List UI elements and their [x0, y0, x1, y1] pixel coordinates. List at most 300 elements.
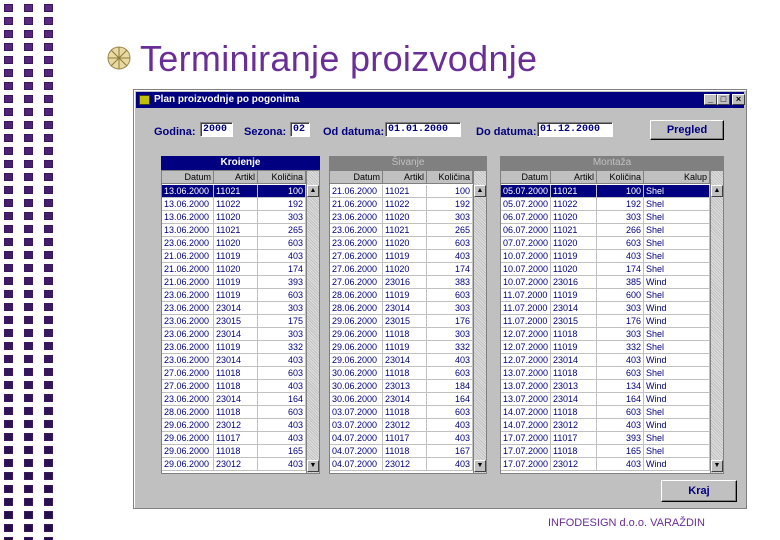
close-button[interactable]: × [732, 94, 745, 105]
table-cell: 603 [427, 406, 473, 419]
grid-cell [2, 2, 15, 14]
grid-cell [42, 106, 55, 118]
table-cell: 332 [258, 341, 306, 354]
table-cell: Shel [644, 250, 710, 263]
grid-cell [22, 431, 35, 443]
table-row[interactable] [501, 289, 710, 302]
scroll-up-icon[interactable]: ▲ [711, 185, 723, 197]
table-row[interactable] [330, 458, 473, 471]
table-cell: 27.06.2000 [330, 263, 383, 276]
table-cell: 403 [427, 354, 473, 367]
grid-cell [2, 392, 15, 404]
table-cell: 11020 [383, 237, 427, 250]
table-cell: 303 [427, 211, 473, 224]
table-cell: 23.06.2000 [162, 237, 214, 250]
grid-cell [42, 509, 55, 521]
table-row[interactable] [330, 341, 473, 354]
table-cell: 403 [597, 354, 644, 367]
maximize-button[interactable]: □ [717, 94, 730, 105]
table-row[interactable] [330, 328, 473, 341]
table-cell: 27.06.2000 [162, 367, 214, 380]
godina-field[interactable]: 2000 [200, 122, 233, 137]
grid-cell [42, 80, 55, 92]
grid-cell [2, 431, 15, 443]
app-window [133, 89, 747, 509]
table-cell: 332 [597, 341, 644, 354]
table-cell: 100 [427, 185, 473, 198]
table-cell: 11018 [383, 445, 427, 458]
grid-cell [42, 314, 55, 326]
table-cell: 176 [597, 315, 644, 328]
table-cell: 603 [258, 367, 306, 380]
grid-cell [42, 457, 55, 469]
table-cell: 23.06.2000 [162, 393, 214, 406]
table-row[interactable] [330, 211, 473, 224]
grid-cell [2, 145, 15, 157]
table-cell: 04.07.2000 [330, 445, 383, 458]
table-row[interactable] [162, 198, 306, 211]
table-cell: 303 [258, 211, 306, 224]
grid-cell [42, 340, 55, 352]
grid-cell [2, 132, 15, 144]
table-row[interactable] [501, 328, 710, 341]
table-row[interactable] [162, 432, 306, 445]
table-row[interactable] [501, 302, 710, 315]
table-cell: 21.06.2000 [330, 198, 383, 211]
minimize-button[interactable]: _ [704, 94, 717, 105]
table-row[interactable] [162, 380, 306, 393]
grid-cell [22, 28, 35, 40]
table-cell: Shel [644, 198, 710, 211]
column-header[interactable]: Artikl [551, 171, 597, 184]
table-cell: 29.06.2000 [162, 432, 214, 445]
table-row[interactable] [162, 406, 306, 419]
grid-cell [22, 54, 35, 66]
table-row[interactable] [501, 250, 710, 263]
table-row[interactable] [162, 445, 306, 458]
table-cell: 23014 [551, 354, 597, 367]
table-cell: 13.06.2000 [162, 198, 214, 211]
table-row[interactable] [162, 263, 306, 276]
table-cell: 403 [597, 419, 644, 432]
grid-cell [22, 444, 35, 456]
table-cell: 11019 [214, 276, 258, 289]
scroll-up-icon[interactable]: ▲ [474, 185, 486, 197]
table-cell: 11020 [551, 237, 597, 250]
kroienje-panel [161, 156, 320, 468]
table-cell: 11019 [214, 250, 258, 263]
table-cell: 11020 [383, 211, 427, 224]
table-row[interactable] [330, 250, 473, 263]
grid-cell [42, 301, 55, 313]
table-cell: 23012 [214, 458, 258, 471]
table-row[interactable] [330, 185, 473, 198]
table-row[interactable] [330, 315, 473, 328]
grid-cell [22, 119, 35, 131]
table-cell: 23016 [383, 276, 427, 289]
table-cell: 11021 [551, 224, 597, 237]
column-header[interactable]: Datum [501, 171, 551, 184]
grid-cell [22, 2, 35, 14]
table-cell: 11020 [214, 237, 258, 250]
grid-cell [42, 171, 55, 183]
table-cell: 12.07.2000 [501, 328, 551, 341]
table-cell: 23014 [214, 393, 258, 406]
montaza-table[interactable] [500, 170, 724, 474]
table-row[interactable] [330, 406, 473, 419]
table-cell: 29.06.2000 [162, 419, 214, 432]
table-cell: 23015 [551, 315, 597, 328]
table-cell: 10.07.2000 [501, 276, 551, 289]
table-cell: 27.06.2000 [162, 380, 214, 393]
table-row[interactable] [330, 445, 473, 458]
table-cell: 05.07.2000 [501, 198, 551, 211]
table-cell: 11019 [551, 250, 597, 263]
do-datuma-field[interactable]: 01.12.2000 [537, 122, 613, 137]
table-cell: 21.06.2000 [162, 276, 214, 289]
table-cell: Wind [644, 380, 710, 393]
table-row[interactable] [162, 328, 306, 341]
table-row[interactable] [162, 250, 306, 263]
grid-cell [22, 15, 35, 27]
kraj-button[interactable]: Kraj [661, 480, 737, 502]
grid-cell [2, 275, 15, 287]
table-cell: 303 [597, 211, 644, 224]
table-cell: 303 [427, 328, 473, 341]
table-row[interactable] [501, 458, 710, 471]
table-row[interactable] [330, 393, 473, 406]
od-datuma-field[interactable]: 01.01.2000 [385, 122, 461, 137]
table-cell: Shel [644, 432, 710, 445]
table-row[interactable] [501, 315, 710, 328]
table-cell: 393 [597, 432, 644, 445]
grid-cell [22, 197, 35, 209]
table-cell: 23016 [551, 276, 597, 289]
table-cell: 11018 [551, 406, 597, 419]
table-cell: 11022 [214, 198, 258, 211]
table-row[interactable] [501, 341, 710, 354]
table-cell: 403 [597, 458, 644, 471]
grid-cell [22, 405, 35, 417]
table-cell: 23012 [214, 419, 258, 432]
table-cell: 303 [427, 302, 473, 315]
table-row[interactable] [330, 289, 473, 302]
table-cell: 13.06.2000 [162, 211, 214, 224]
grid-cell [22, 522, 35, 534]
table-cell: Shel [644, 211, 710, 224]
grid-cell [2, 327, 15, 339]
table-cell: 03.07.2000 [330, 419, 383, 432]
column-header[interactable]: Artikl [214, 171, 258, 184]
table-cell: 603 [427, 237, 473, 250]
table-cell: 11019 [383, 341, 427, 354]
kroienje-header: Kroienje [161, 156, 320, 170]
table-cell: Shel [644, 224, 710, 237]
table-row[interactable] [501, 263, 710, 276]
table-cell: 04.07.2000 [330, 432, 383, 445]
table-row[interactable] [501, 276, 710, 289]
table-cell: 600 [597, 289, 644, 302]
table-row[interactable] [501, 432, 710, 445]
table-row[interactable] [330, 224, 473, 237]
table-cell: 21.06.2000 [162, 250, 214, 263]
table-cell: 11020 [214, 263, 258, 276]
scroll-down-icon[interactable]: ▼ [307, 460, 319, 472]
kroienje-table[interactable] [161, 170, 320, 474]
column-header[interactable]: Datum [162, 171, 214, 184]
table-cell: 17.07.2000 [501, 445, 551, 458]
table-cell: Wind [644, 276, 710, 289]
table-row[interactable] [501, 367, 710, 380]
table-row[interactable] [330, 263, 473, 276]
table-cell: 23014 [551, 393, 597, 406]
table-row[interactable] [330, 380, 473, 393]
table-cell: 11021 [214, 185, 258, 198]
grid-cell [42, 366, 55, 378]
table-cell: 11018 [551, 328, 597, 341]
table-cell: 11019 [214, 341, 258, 354]
montaza-scrollbar[interactable] [710, 171, 723, 473]
decorative-grid [0, 0, 62, 540]
scroll-down-icon[interactable]: ▼ [711, 460, 723, 472]
table-cell: 23014 [383, 302, 427, 315]
grid-cell [42, 223, 55, 235]
table-cell: 23013 [383, 380, 427, 393]
grid-cell [22, 80, 35, 92]
grid-cell [42, 327, 55, 339]
scroll-down-icon[interactable]: ▼ [474, 460, 486, 472]
scroll-up-icon[interactable]: ▲ [307, 185, 319, 197]
grid-cell [42, 522, 55, 534]
grid-cell [42, 184, 55, 196]
table-cell: 23014 [214, 302, 258, 315]
table-cell: 05.07.2000 [501, 185, 551, 198]
table-cell: 265 [258, 224, 306, 237]
grid-cell [42, 93, 55, 105]
table-row[interactable] [162, 458, 306, 471]
table-row[interactable] [162, 315, 306, 328]
table-cell: 27.06.2000 [330, 250, 383, 263]
table-cell: 403 [258, 250, 306, 263]
grid-cell [2, 158, 15, 170]
grid-cell [2, 353, 15, 365]
table-cell: 167 [427, 445, 473, 458]
table-cell: 17.07.2000 [501, 458, 551, 471]
grid-cell [22, 67, 35, 79]
table-row[interactable] [501, 185, 710, 198]
grid-cell [22, 262, 35, 274]
table-row[interactable] [501, 211, 710, 224]
table-cell: 603 [258, 237, 306, 250]
table-row[interactable] [501, 354, 710, 367]
grid-cell [22, 158, 35, 170]
grid-cell [2, 535, 15, 540]
table-cell: 11020 [214, 211, 258, 224]
window-title: Plan proizvodnje po pogonima [154, 94, 300, 105]
window-titlebar[interactable] [136, 92, 744, 108]
grid-cell [42, 67, 55, 79]
table-row[interactable] [330, 419, 473, 432]
column-header[interactable]: Datum [330, 171, 383, 184]
table-cell: 23.06.2000 [330, 211, 383, 224]
grid-cell [2, 288, 15, 300]
grid-cell [22, 106, 35, 118]
table-cell: 06.07.2000 [501, 224, 551, 237]
table-cell: 192 [597, 198, 644, 211]
table-cell: 11018 [383, 367, 427, 380]
table-cell: 11019 [551, 289, 597, 302]
grid-cell [22, 301, 35, 313]
column-header[interactable]: Količina [258, 171, 306, 184]
table-cell: 29.06.2000 [162, 458, 214, 471]
sivanje-panel [329, 156, 487, 468]
table-row[interactable] [330, 237, 473, 250]
table-cell: 03.07.2000 [330, 406, 383, 419]
table-row[interactable] [330, 354, 473, 367]
table-row[interactable] [162, 276, 306, 289]
kroienje-scrollbar[interactable] [306, 171, 319, 473]
table-cell: 07.07.2000 [501, 237, 551, 250]
table-cell: 11019 [383, 250, 427, 263]
grid-cell [22, 392, 35, 404]
table-row[interactable] [501, 224, 710, 237]
table-cell: 603 [427, 367, 473, 380]
table-row[interactable] [501, 445, 710, 458]
table-cell: 11020 [551, 211, 597, 224]
table-cell: Wind [644, 458, 710, 471]
table-cell: 23.06.2000 [162, 315, 214, 328]
table-cell: 603 [597, 367, 644, 380]
grid-cell [22, 314, 35, 326]
table-cell: Shel [644, 341, 710, 354]
table-cell: 13.07.2000 [501, 393, 551, 406]
grid-cell [42, 353, 55, 365]
sivanje-header: Šivanje [329, 156, 487, 170]
table-cell: 176 [427, 315, 473, 328]
grid-cell [42, 418, 55, 430]
table-row[interactable] [330, 367, 473, 380]
sezona-field[interactable]: 02 [290, 122, 310, 137]
table-row[interactable] [162, 237, 306, 250]
table-cell: 403 [258, 419, 306, 432]
table-row[interactable] [162, 367, 306, 380]
table-cell: 13.06.2000 [162, 224, 214, 237]
table-row[interactable] [162, 185, 306, 198]
pregled-button[interactable]: Pregled [650, 120, 724, 140]
grid-cell [2, 379, 15, 391]
table-cell: 403 [258, 432, 306, 445]
table-row[interactable] [162, 211, 306, 224]
sivanje-scrollbar[interactable] [473, 171, 486, 473]
table-row[interactable] [501, 406, 710, 419]
grid-cell [2, 80, 15, 92]
table-cell: 12.07.2000 [501, 354, 551, 367]
table-row[interactable] [501, 419, 710, 432]
table-row[interactable] [162, 224, 306, 237]
table-cell: Shel [644, 289, 710, 302]
table-cell: 23013 [551, 380, 597, 393]
od-datuma-label: Od datuma: [323, 126, 385, 138]
table-row[interactable] [162, 419, 306, 432]
table-row[interactable] [162, 302, 306, 315]
grid-cell [2, 223, 15, 235]
sivanje-table[interactable] [329, 170, 487, 474]
table-cell: 23.06.2000 [162, 328, 214, 341]
table-cell: Wind [644, 393, 710, 406]
table-row[interactable] [501, 198, 710, 211]
grid-cell [22, 145, 35, 157]
column-header[interactable]: Kalup [644, 171, 710, 184]
table-cell: 11019 [551, 341, 597, 354]
table-row[interactable] [501, 393, 710, 406]
table-cell: Wind [644, 315, 710, 328]
table-cell: 403 [258, 458, 306, 471]
table-cell: 134 [597, 380, 644, 393]
column-header[interactable]: Artikl [383, 171, 427, 184]
grid-cell [2, 54, 15, 66]
grid-cell [42, 379, 55, 391]
table-cell: 23015 [383, 315, 427, 328]
table-cell: 23012 [383, 458, 427, 471]
table-row[interactable] [162, 393, 306, 406]
table-row[interactable] [330, 198, 473, 211]
table-cell: 29.06.2000 [162, 445, 214, 458]
table-row[interactable] [330, 432, 473, 445]
grid-cell [22, 171, 35, 183]
table-cell: 23.06.2000 [162, 354, 214, 367]
grid-cell [42, 249, 55, 261]
grid-cell [22, 327, 35, 339]
godina-label: Godina: [154, 126, 196, 138]
grid-cell [42, 2, 55, 14]
table-cell: 11019 [383, 289, 427, 302]
table-cell: 11019 [214, 289, 258, 302]
table-row[interactable] [162, 354, 306, 367]
grid-cell [2, 444, 15, 456]
table-row[interactable] [330, 302, 473, 315]
table-cell: 21.06.2000 [330, 185, 383, 198]
montaza-header: Montaža [500, 156, 724, 170]
table-cell: 29.06.2000 [330, 341, 383, 354]
column-header[interactable]: Količina [597, 171, 644, 184]
table-cell: 403 [427, 432, 473, 445]
table-cell: Wind [644, 302, 710, 315]
grid-cell [22, 184, 35, 196]
table-cell: Shel [644, 237, 710, 250]
grid-cell [42, 28, 55, 40]
grid-cell [2, 522, 15, 534]
grid-cell [22, 418, 35, 430]
sezona-label: Sezona: [244, 126, 287, 138]
grid-cell [2, 210, 15, 222]
grid-cell [42, 119, 55, 131]
table-cell: 11018 [214, 380, 258, 393]
grid-cell [42, 483, 55, 495]
table-cell: 29.06.2000 [330, 354, 383, 367]
grid-cell [2, 28, 15, 40]
grid-cell [2, 93, 15, 105]
table-row[interactable] [162, 341, 306, 354]
grid-cell [42, 210, 55, 222]
table-cell: 303 [597, 328, 644, 341]
table-cell: 10.07.2000 [501, 250, 551, 263]
table-row[interactable] [501, 380, 710, 393]
table-row[interactable] [162, 289, 306, 302]
column-header[interactable]: Količina [427, 171, 473, 184]
table-row[interactable] [330, 276, 473, 289]
grid-cell [22, 41, 35, 53]
table-row[interactable] [501, 237, 710, 250]
